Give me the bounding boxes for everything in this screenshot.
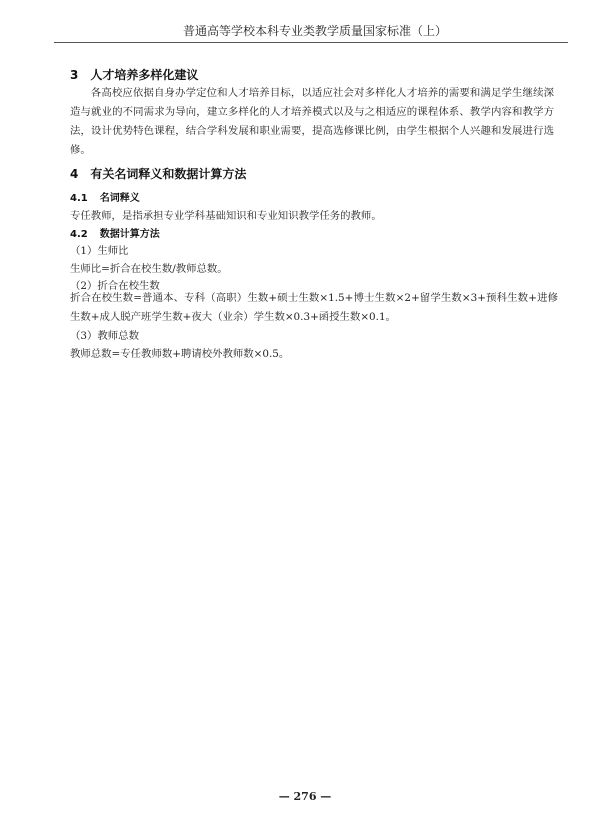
- item-2-label: （2）折合在校生数: [70, 280, 160, 292]
- subsection-4-1-title: 名词释义: [99, 193, 140, 204]
- subsection-4-1-text: 专任教师，是指承担专业学科基础知识和专业知识教学任务的教师。: [70, 210, 382, 222]
- item-1-label: （1）生师比: [70, 245, 129, 257]
- section-3-paragraph: 各高校应依据自身办学定位和人才培养目标，以适应社会对多样化人才培养的需要和满足学生继续深造与就业的不同需求为导向，建立多样化的人才培养模式以及与之相适应的课程体系、教学内容和教学方法，设计优势特色课程，结合学科发展和职业需要，提高选修课比例，由学生根据个人兴趣和发展进行选修。: [70, 87, 554, 156]
- section-3-title: 人才培养多样化建议: [90, 68, 199, 82]
- item-3-label: （3）教师总数: [70, 330, 139, 342]
- section-3-number: 3: [70, 68, 79, 82]
- section-3-heading: [70, 66, 198, 83]
- item-1-text: 生师比=折合在校生数/教师总数。: [70, 263, 228, 275]
- page-number: — 276 —: [278, 790, 332, 803]
- item-2-text: 折合在校生数=普通本、专科（高职）生数+硕士生数×1.5+博士生数×2+留学生数×3+预科生数+进修生数+成人脱产班学生数+夜大（业余）学生数×0.3+函授生数×0.1。: [70, 292, 558, 323]
- subsection-4-2-title: 数据计算方法: [99, 229, 160, 240]
- running-header: 普通高等学校本科专业类教学质量国家标准（上）: [182, 24, 447, 38]
- item-3-text: 教师总数=专任教师数+聘请校外教师数×0.5。: [70, 348, 290, 360]
- subsection-4-1-number: 4.1: [70, 193, 88, 204]
- header-rule: [54, 42, 568, 43]
- section-4-title: 有关名词释义和数据计算方法: [90, 167, 247, 181]
- subsection-4-2-heading: [70, 225, 160, 240]
- subsection-4-2-number: 4.2: [70, 229, 88, 240]
- subsection-4-1-heading: [70, 189, 140, 204]
- section-4-heading: [70, 165, 246, 182]
- section-4-number: 4: [70, 167, 79, 181]
